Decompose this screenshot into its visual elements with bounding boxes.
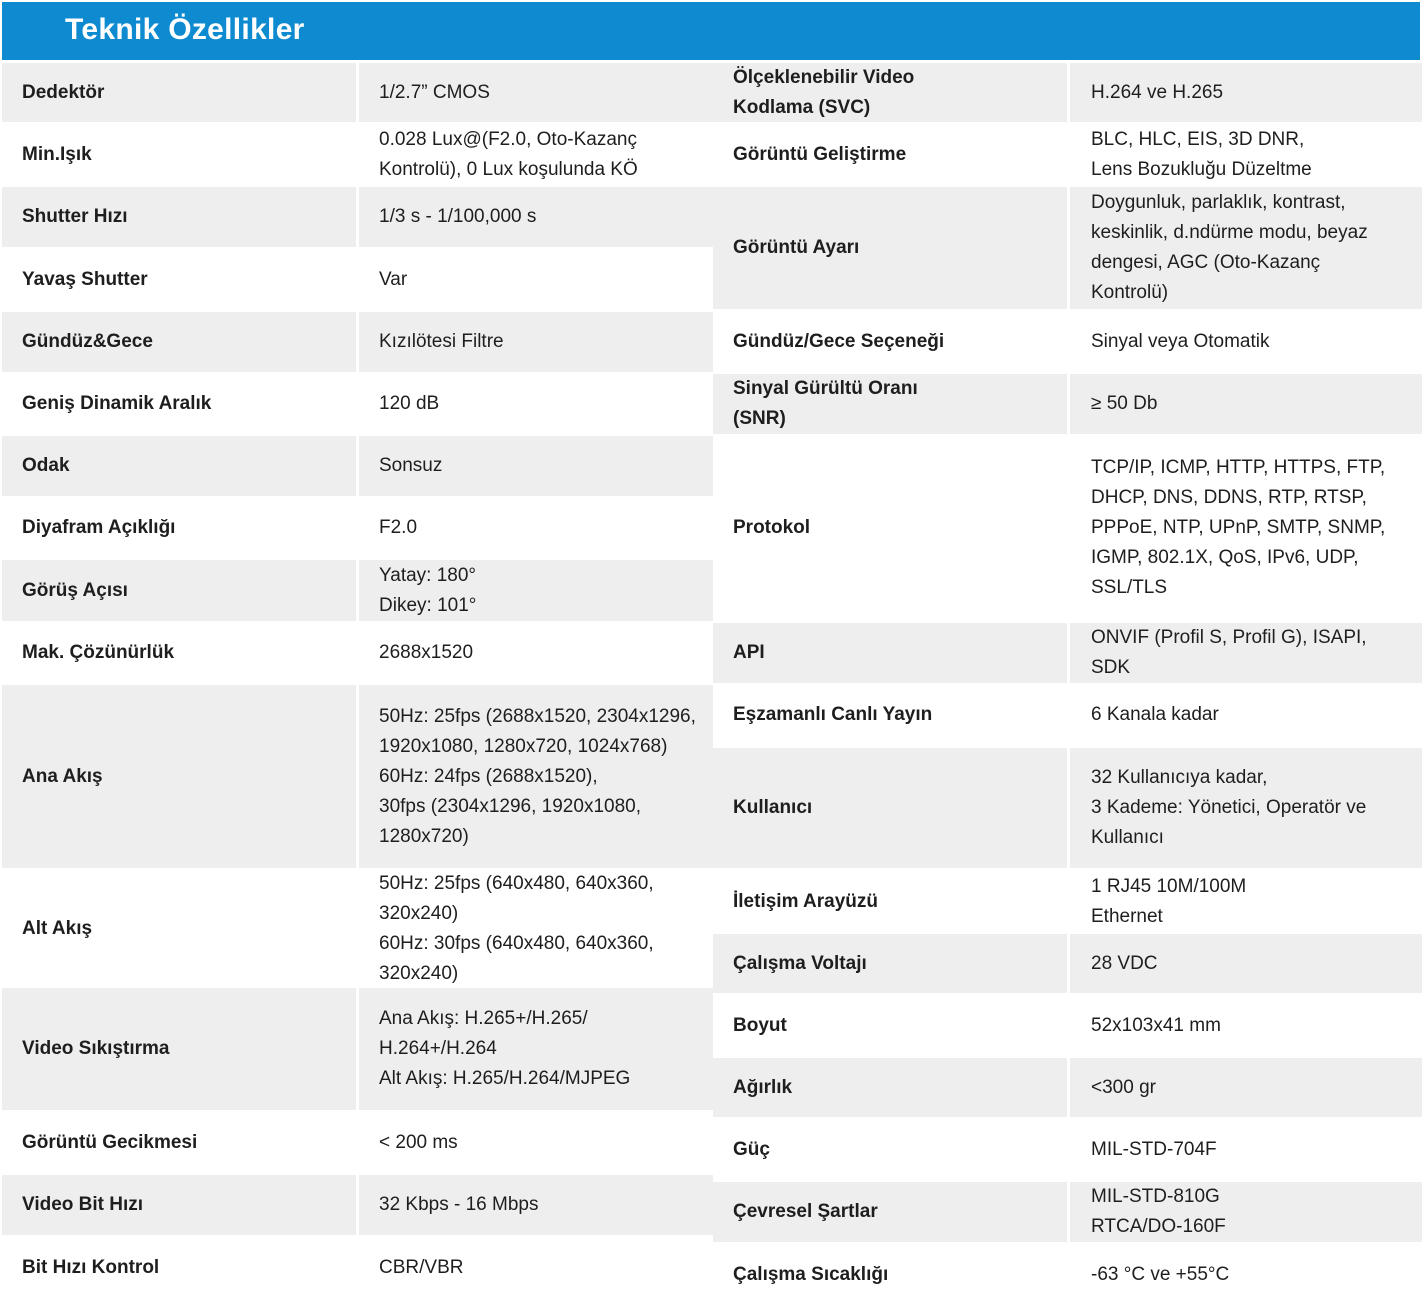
spec-label: Odak (2, 436, 356, 496)
table-row (713, 187, 1422, 309)
table-row (713, 1058, 1422, 1117)
table-row (713, 1120, 1422, 1179)
spec-value: Var (359, 250, 713, 310)
spec-label: Bit Hızı Kontrol (2, 1238, 356, 1298)
table-row (2, 1238, 713, 1298)
spec-label: Görüntü Ayarı (713, 187, 1067, 309)
spec-label: Ölçeklenebilir Video Kodlama (SVC) (713, 63, 1067, 122)
spec-label: Görüntü Geliştirme (713, 125, 1067, 185)
spec-label: Çevresel Şartlar (713, 1182, 1067, 1242)
spec-value: <300 gr (1070, 1058, 1422, 1117)
spec-label: Ağırlık (713, 1058, 1067, 1117)
spec-label: Video Bit Hızı (2, 1175, 356, 1235)
spec-label: Gündüz&Gece (2, 312, 356, 372)
spec-value: MIL-STD-704F (1070, 1120, 1422, 1179)
spec-value: Ana Akış: H.265+/H.265/ H.264+/H.264 Alt Akış: H.265/H.264/MJPEG (359, 988, 713, 1110)
spec-label: Kullanıcı (713, 748, 1067, 868)
spec-value: TCP/IP, ICMP, HTTP, HTTPS, FTP, DHCP, DNS, DDNS, RTP, RTSP, PPPoE, NTP, UPnP, SMTP, SNMP, IGMP, 802.1X, QoS, IPv6, UDP, SSL/TLS (1070, 436, 1422, 620)
table-row (2, 685, 713, 868)
spec-value: 50Hz: 25fps (2688x1520, 2304x1296, 1920x1080, 1280x720, 1024x768) 60Hz: 24fps (2688x1520), 30fps (2304x1296, 1920x1080, 1280x720) (359, 685, 713, 868)
spec-value: Yatay: 180° Dikey: 101° (359, 560, 713, 621)
table-row (713, 934, 1422, 993)
spec-value: < 200 ms (359, 1113, 713, 1173)
spec-label: API (713, 623, 1067, 683)
spec-value: 1/2.7” CMOS (359, 63, 713, 122)
table-row (2, 312, 713, 372)
spec-label: Video Sıkıştırma (2, 988, 356, 1110)
spec-label: Shutter Hızı (2, 187, 356, 247)
spec-value: 1/3 s - 1/100,000 s (359, 187, 713, 247)
spec-label: Yavaş Shutter (2, 250, 356, 310)
spec-value: 32 Kbps - 16 Mbps (359, 1175, 713, 1235)
spec-value: F2.0 (359, 498, 713, 558)
spec-value: Kızılötesi Filtre (359, 312, 713, 372)
table-row (713, 1244, 1422, 1305)
table-row (2, 436, 713, 496)
spec-value: Doygunluk, parlaklık, kontrast, keskinlik, d.ndürme modu, beyaz dengesi, AGC (Oto-Kazanç Kontrolü) (1070, 187, 1422, 309)
table-row (2, 1113, 713, 1173)
spec-value: 52x103x41 mm (1070, 996, 1422, 1055)
spec-label: Dedektör (2, 63, 356, 122)
table-row (2, 560, 713, 621)
spec-label: Güç (713, 1120, 1067, 1179)
spec-label: Çalışma Sıcaklığı (713, 1244, 1067, 1305)
table-row (2, 187, 713, 247)
table-row (2, 1175, 713, 1235)
spec-label: Mak. Çözünürlük (2, 623, 356, 683)
spec-value: 50Hz: 25fps (640x480, 640x360, 320x240) 60Hz: 30fps (640x480, 640x360, 320x240) (359, 871, 713, 986)
table-row (713, 63, 1422, 122)
table-row (2, 250, 713, 310)
page-title: Teknik Özellikler (65, 13, 305, 46)
spec-value: 32 Kullanıcıya kadar, 3 Kademe: Yönetici, Operatör ve Kullanıcı (1070, 748, 1422, 868)
spec-value: Sonsuz (359, 436, 713, 496)
table-row (713, 125, 1422, 185)
spec-label: Boyut (713, 996, 1067, 1055)
spec-label: Protokol (713, 436, 1067, 620)
table-row (713, 312, 1422, 372)
spec-value: 2688x1520 (359, 623, 713, 683)
header-bar (2, 2, 1420, 60)
table-row (2, 988, 713, 1110)
table-row (2, 871, 713, 986)
table-row (713, 623, 1422, 683)
spec-value: 1 RJ45 10M/100M Ethernet (1070, 871, 1422, 932)
spec-value: 120 dB (359, 374, 713, 434)
table-row (713, 436, 1422, 620)
spec-value: -63 °C ve +55°C (1070, 1244, 1422, 1305)
spec-value: 6 Kanala kadar (1070, 685, 1422, 745)
spec-value: CBR/VBR (359, 1238, 713, 1298)
spec-value: 28 VDC (1070, 934, 1422, 993)
spec-label: Sinyal Gürültü Oranı (SNR) (713, 374, 1067, 434)
spec-label: Çalışma Voltajı (713, 934, 1067, 993)
spec-label: Min.Işık (2, 125, 356, 185)
table-row (713, 1182, 1422, 1242)
spec-label: Gündüz/Gece Seçeneği (713, 312, 1067, 372)
spec-label: İletişim Arayüzü (713, 871, 1067, 932)
table-row (2, 125, 713, 185)
spec-label: Görüş Açısı (2, 560, 356, 621)
spec-label: Eşzamanlı Canlı Yayın (713, 685, 1067, 745)
spec-value: Sinyal veya Otomatik (1070, 312, 1422, 372)
spec-value: H.264 ve H.265 (1070, 63, 1422, 122)
spec-value: BLC, HLC, EIS, 3D DNR, Lens Bozukluğu Düzeltme (1070, 125, 1422, 185)
table-row (2, 623, 713, 683)
table-row (713, 374, 1422, 434)
table-row (713, 748, 1422, 868)
table-row (2, 63, 713, 122)
spec-value: 0.028 Lux@(F2.0, Oto-Kazanç Kontrolü), 0 Lux koşulunda KÖ (359, 125, 713, 185)
spec-label: Ana Akış (2, 685, 356, 868)
spec-label: Görüntü Gecikmesi (2, 1113, 356, 1173)
table-row (713, 996, 1422, 1055)
table-row (2, 374, 713, 434)
spec-value: ≥ 50 Db (1070, 374, 1422, 434)
table-row (713, 871, 1422, 932)
table-row (2, 498, 713, 558)
spec-label: Geniş Dinamik Aralık (2, 374, 356, 434)
spec-label: Alt Akış (2, 871, 356, 986)
spec-value: MIL-STD-810G RTCA/DO-160F (1070, 1182, 1422, 1242)
spec-value: ONVIF (Profil S, Profil G), ISAPI, SDK (1070, 623, 1422, 683)
spec-label: Diyafram Açıklığı (2, 498, 356, 558)
table-row (713, 685, 1422, 745)
